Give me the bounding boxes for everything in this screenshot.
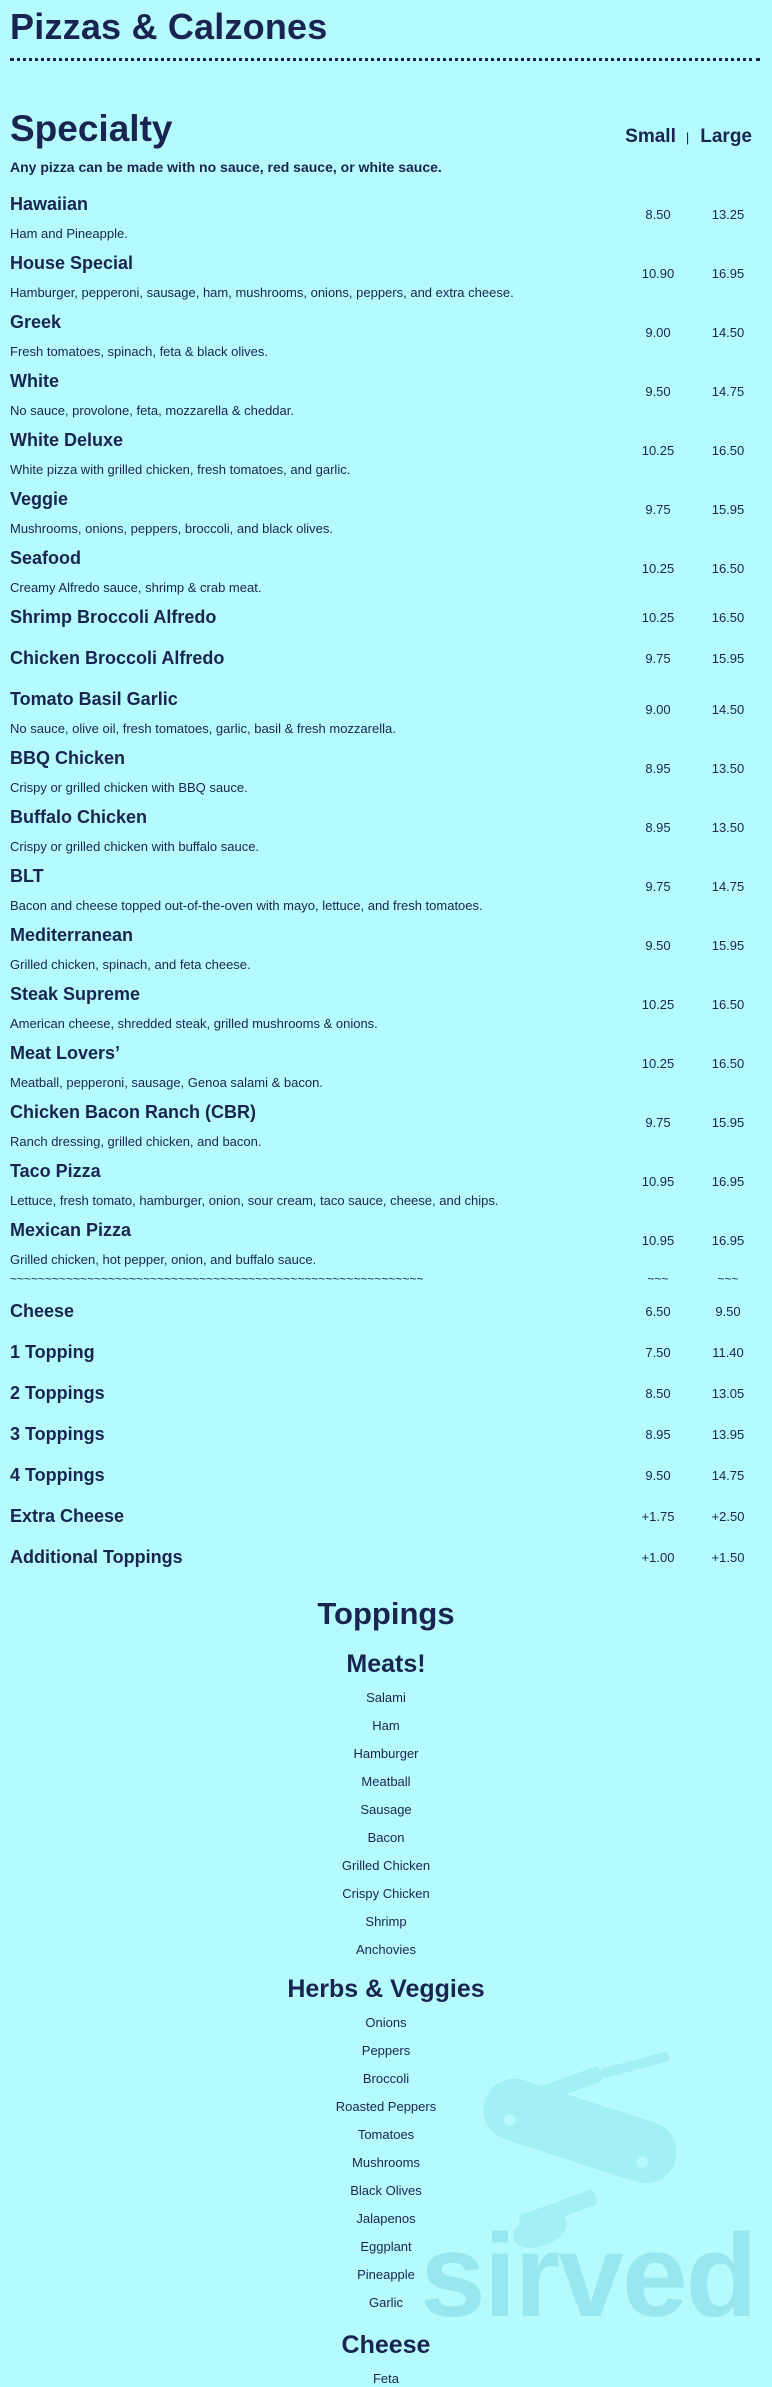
price-small: 6.50 — [645, 1304, 671, 1319]
menu-item-name: Seafood — [10, 548, 82, 568]
topping-item: Broccoli — [362, 2071, 410, 2086]
menu-item-name: 3 Toppings — [10, 1424, 105, 1444]
price-large: 15.95 — [711, 938, 745, 953]
price-large: 14.75 — [711, 1468, 745, 1483]
topping-group-title: Herbs & Veggies — [287, 1975, 485, 2003]
menu-item-name: Steak Supreme — [10, 984, 141, 1004]
menu-item-name: Extra Cheese — [10, 1506, 125, 1526]
topping-item: Crispy Chicken — [342, 1886, 430, 1901]
topping-item: Anchovies — [356, 1942, 416, 1957]
price-large: 16.50 — [711, 610, 745, 625]
price-large: 14.50 — [711, 702, 745, 717]
menu-item-name: White — [10, 371, 59, 391]
price-small: 10.25 — [641, 997, 675, 1012]
price-small: 10.90 — [641, 266, 675, 281]
menu-item-description: American cheese, shredded steak, grilled mushrooms & onions. — [10, 1016, 378, 1031]
price-small: 10.95 — [641, 1174, 675, 1189]
price-small: 10.95 — [641, 1233, 675, 1248]
menu-item-name: Chicken Bacon Ranch (CBR) — [10, 1102, 257, 1122]
menu-item-name: Veggie — [10, 489, 69, 509]
menu-item-name: Taco Pizza — [10, 1161, 101, 1181]
topping-item: Onions — [365, 2015, 407, 2030]
topping-item: Mushrooms — [352, 2155, 420, 2170]
section-note: Any pizza can be made with no sauce, red sauce, or white sauce. — [10, 159, 442, 175]
topping-item: Black Olives — [350, 2183, 422, 2198]
topping-item: Roasted Peppers — [335, 2099, 437, 2114]
price-small: 8.50 — [645, 1386, 671, 1401]
price-small: 9.75 — [645, 651, 671, 666]
price-small: 8.50 — [645, 207, 671, 222]
price-small: 8.95 — [645, 761, 671, 776]
sirved-watermark: sirved — [420, 2210, 756, 2342]
price-small: 9.50 — [645, 1468, 671, 1483]
menu-item-description: Ham and Pineapple. — [10, 226, 128, 241]
menu-item-name: Greek — [10, 312, 62, 332]
page-title: Pizzas & Calzones — [10, 6, 328, 47]
menu-item-name: BBQ Chicken — [10, 748, 126, 768]
menu-item-name: Buffalo Chicken — [10, 807, 148, 827]
menu-item-name: 4 Toppings — [10, 1465, 105, 1485]
topping-item: Grilled Chicken — [341, 1858, 431, 1873]
price-small: 10.25 — [641, 443, 675, 458]
menu-item-description: Creamy Alfredo sauce, shrimp & crab meat. — [10, 580, 262, 595]
topping-group-title: Meats! — [346, 1650, 426, 1678]
price-small: 10.25 — [641, 1056, 675, 1071]
price-large: 15.95 — [711, 651, 745, 666]
menu-item-name: Additional Toppings — [10, 1547, 183, 1567]
price-small: 9.75 — [645, 1115, 671, 1130]
menu-item-description: Crispy or grilled chicken with buffalo sauce. — [10, 839, 260, 854]
price-large: 9.50 — [715, 1304, 741, 1319]
menu-item-name: Chicken Broccoli Alfredo — [10, 648, 225, 668]
price-small: 9.75 — [645, 879, 671, 894]
price-large: 13.50 — [711, 761, 745, 776]
menu-item-description: Grilled chicken, spinach, and feta cheese. — [10, 957, 251, 972]
size-separator: | — [685, 129, 690, 145]
menu-item-description: Meatball, pepperoni, sausage, Genoa salami & bacon. — [10, 1075, 323, 1090]
price-large: 14.50 — [711, 325, 745, 340]
topping-item: Peppers — [361, 2043, 411, 2058]
menu-item-description: Bacon and cheese topped out-of-the-oven with mayo, lettuce, and fresh tomatoes. — [10, 898, 483, 913]
price-small: 9.00 — [645, 325, 671, 340]
price-large: 15.95 — [711, 1115, 745, 1130]
menu-item-name: Tomato Basil Garlic — [10, 689, 178, 709]
price-large: 13.50 — [711, 820, 745, 835]
menu-item-description: Grilled chicken, hot pepper, onion, and buffalo sauce. — [10, 1252, 317, 1267]
price-large: 13.25 — [711, 207, 745, 222]
price-small: 10.25 — [641, 561, 675, 576]
price-small: 9.00 — [645, 702, 671, 717]
price-large: 16.50 — [711, 443, 745, 458]
menu-item-name: 1 Topping — [10, 1342, 95, 1362]
menu-item-description: Mushrooms, onions, peppers, broccoli, and black olives. — [10, 521, 333, 536]
menu-item-description: Lettuce, fresh tomato, hamburger, onion, sour cream, taco sauce, cheese, and chips. — [10, 1193, 499, 1208]
price-small: 7.50 — [645, 1345, 671, 1360]
menu-item-description: Hamburger, pepperoni, sausage, ham, mushrooms, onions, peppers, and extra cheese. — [10, 285, 514, 300]
section-title-specialty: Specialty — [10, 108, 173, 149]
price-large: 16.50 — [711, 561, 745, 576]
price-small: +1.75 — [641, 1509, 675, 1524]
topping-item: Feta — [372, 2371, 399, 2386]
price-large: +1.50 — [711, 1550, 745, 1565]
topping-item: Tomatoes — [357, 2127, 415, 2142]
price-large: +2.50 — [711, 1509, 745, 1524]
size-header — [625, 126, 752, 148]
price-large: 13.95 — [711, 1427, 745, 1442]
price-small: 8.95 — [645, 820, 671, 835]
menu-item-name: Mediterranean — [10, 925, 134, 945]
menu-item-name: Meat Lovers’ — [10, 1043, 121, 1063]
menu-item-description: Fresh tomatoes, spinach, feta & black olives. — [10, 344, 268, 359]
toppings-title: Toppings — [317, 1596, 455, 1631]
menu-item-description: No sauce, olive oil, fresh tomatoes, garlic, basil & fresh mozzarella. — [10, 721, 396, 736]
price-small: 10.25 — [641, 610, 675, 625]
menu-item-name: White Deluxe — [10, 430, 124, 450]
size-small-label: Small — [625, 126, 676, 147]
topping-item: Salami — [366, 1690, 406, 1705]
menu-item-name: Shrimp Broccoli Alfredo — [10, 607, 217, 627]
menu-item-description: White pizza with grilled chicken, fresh tomatoes, and garlic. — [10, 462, 351, 477]
menu-item-description: No sauce, provolone, feta, mozzarella & cheddar. — [10, 403, 294, 418]
topping-item: Shrimp — [365, 1914, 407, 1929]
price-large: 16.95 — [711, 1233, 745, 1248]
price-small: 8.95 — [645, 1427, 671, 1442]
tilde-divider-large: ~~~ — [717, 1272, 739, 1286]
menu-item-name: House Special — [10, 253, 134, 273]
price-large: 16.95 — [711, 1174, 745, 1189]
price-small: 9.50 — [645, 938, 671, 953]
topping-item: Eggplant — [360, 2239, 412, 2254]
topping-item: Garlic — [369, 2295, 403, 2310]
price-large: 14.75 — [711, 384, 745, 399]
price-large: 15.95 — [711, 502, 745, 517]
tilde-divider — [0, 1272, 772, 1292]
menu-item-name: 2 Toppings — [10, 1383, 105, 1403]
topping-group-title: Cheese — [341, 2331, 431, 2359]
menu-item-description: Crispy or grilled chicken with BBQ sauce. — [10, 780, 248, 795]
title-divider — [10, 58, 760, 61]
price-small: 9.75 — [645, 502, 671, 517]
price-large: 16.50 — [711, 1056, 745, 1071]
topping-item: Jalapenos — [356, 2211, 416, 2226]
price-large: 14.75 — [711, 879, 745, 894]
price-large: 13.05 — [711, 1386, 745, 1401]
tilde-divider-small: ~~~ — [647, 1272, 669, 1286]
topping-item: Bacon — [367, 1830, 405, 1845]
topping-item: Meatball — [361, 1774, 411, 1789]
topping-item: Sausage — [360, 1802, 412, 1817]
menu-item-name: BLT — [10, 866, 44, 886]
price-large: 11.40 — [712, 1345, 744, 1360]
price-small: 9.50 — [645, 384, 671, 399]
price-large: 16.50 — [711, 997, 745, 1012]
menu-item-description: Ranch dressing, grilled chicken, and bacon. — [10, 1134, 262, 1149]
topping-item: Hamburger — [353, 1746, 419, 1761]
topping-item: Ham — [372, 1718, 400, 1733]
price-small: +1.00 — [641, 1550, 675, 1565]
size-large-label: Large — [700, 126, 752, 147]
menu-item-name: Mexican Pizza — [10, 1220, 132, 1240]
menu-item-name: Hawaiian — [10, 194, 89, 214]
topping-item: Pineapple — [357, 2267, 415, 2282]
menu-item-name: Cheese — [10, 1301, 75, 1321]
tilde-divider-line: ~~~~~~~~~~~~~~~~~~~~~~~~~~~~~~~~~~~~~~~~~~~~~~~~~~~~~~~~~~~ — [10, 1272, 424, 1286]
price-large: 16.95 — [711, 266, 745, 281]
